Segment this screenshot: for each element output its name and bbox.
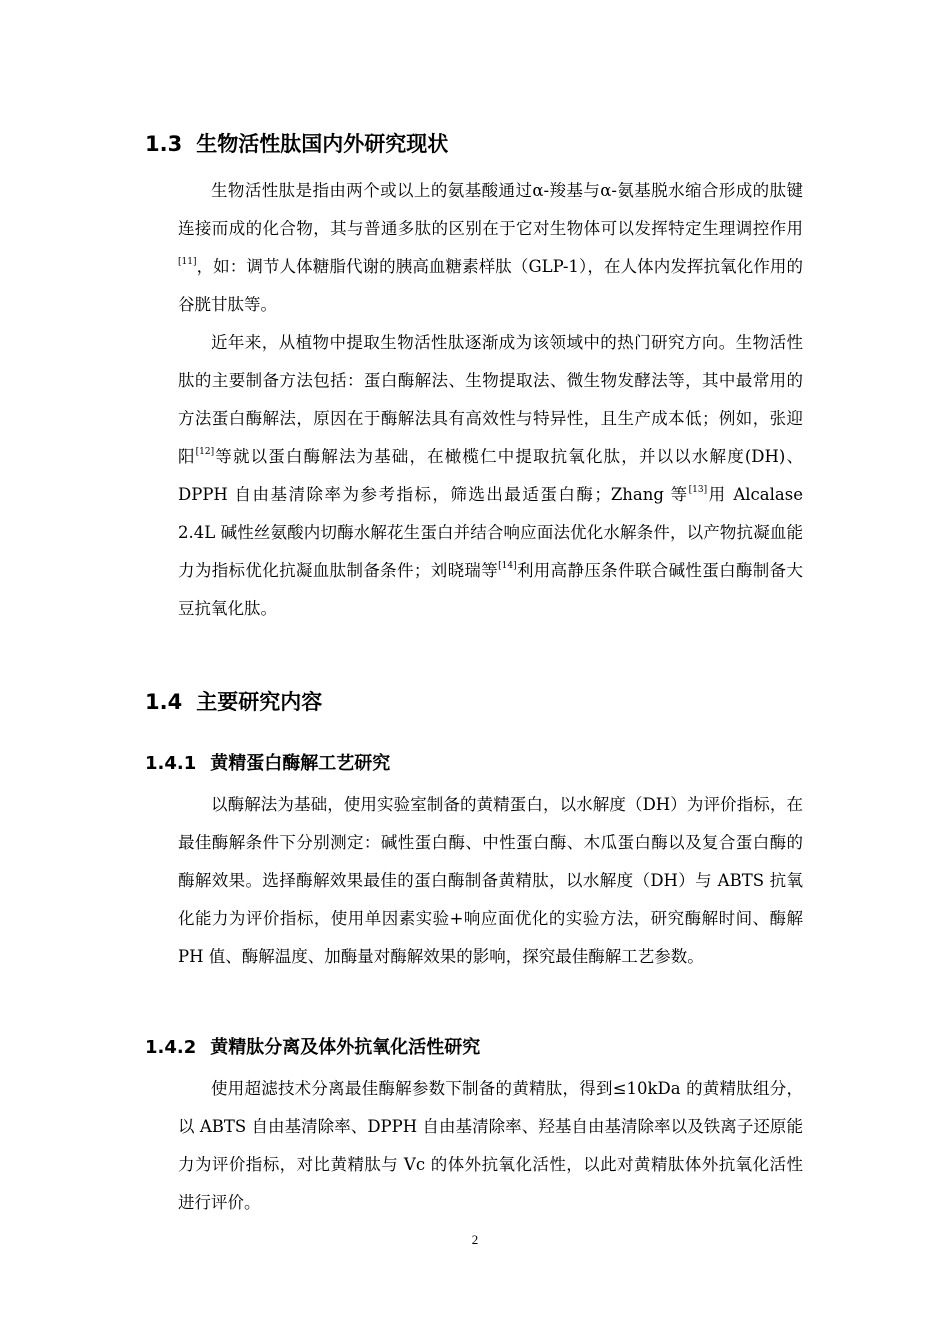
section-number: 1.4.1 xyxy=(145,753,197,774)
citation: [12] xyxy=(195,447,215,457)
paragraph-text: 生物活性肽是指由两个或以上的氨基酸通过α-羧基与α-氨基脱水缩合形成的肽键连接而成的化合物，其与普通多肽的区别在于它对生物体可以发挥特定生理调控作用 xyxy=(178,181,803,238)
citation: [13] xyxy=(688,485,708,495)
section-heading-1-3 xyxy=(145,128,448,158)
section-title: 黄精肽分离及体外抗氧化活性研究 xyxy=(210,1037,481,1058)
section-title: 生物活性肽国内外研究现状 xyxy=(196,132,449,156)
page-number: 2 xyxy=(471,1232,479,1247)
paragraph-preparation-methods xyxy=(178,324,803,628)
subsection-heading-1-4-1 xyxy=(145,749,390,775)
paragraph-text: 等就以蛋白酶解法为基础，在橄榄仁中提取抗氧化肽，并以以水解度(DH)、DPPH 自由基清除率为参考指标，筛选出最适蛋白酶；Zhang 等 xyxy=(178,447,803,504)
paragraph-text: 利用高静压条件联合碱性蛋白酶制备大豆抗氧化肽。 xyxy=(178,561,804,618)
section-number: 1.3 xyxy=(145,132,183,156)
section-title: 主要研究内容 xyxy=(196,690,323,714)
paragraph-text: 近年来，从植物中提取生物活性肽逐渐成为该领域中的热门研究方向。生物活性肽的主要制备方法包括：蛋白酶解法、生物提取法、微生物发酵法等，其中最常用的方法蛋白酶解法，原因在于酶解法具有高效性与特异性，且生产成本低；例如，张迎阳 xyxy=(178,333,803,466)
paragraph-antioxidant-study: 使用超滤技术分离最佳酶解参数下制备的黄精肽，得到≤10kDa 的黄精肽组分，以 ABTS 自由基清除率、DPPH 自由基清除率、羟基自由基清除率以及铁离子还原能力为评价指标，对比黄精肽与 Vc 的体外抗氧化活性，以此对黄精肽体外抗氧化活性进行评价。 xyxy=(178,1079,803,1212)
section-title: 黄精蛋白酶解工艺研究 xyxy=(210,753,391,774)
section-number: 1.4.2 xyxy=(145,1037,197,1058)
citation: [11] xyxy=(178,257,197,267)
section-heading-1-4 xyxy=(145,686,322,716)
subsection-heading-1-4-2 xyxy=(145,1033,480,1059)
paragraph-bioactive-peptide-definition xyxy=(178,172,803,324)
paragraph-text: 用 Alcalase 2.4L 碱性丝氨酸内切酶水解花生蛋白并结合响应面法优化水解条件，以产物抗凝血能力为指标优化抗凝血肽制备条件；刘晓瑞等 xyxy=(178,485,803,580)
paragraph-text: ，如：调节人体糖脂代谢的胰高血糖素样肽（GLP-1），在人体内发挥抗氧化作用的谷胱甘肽等。 xyxy=(178,257,803,314)
citation: [14] xyxy=(498,561,517,571)
section-number: 1.4 xyxy=(145,690,183,714)
paragraph-enzymolysis-study: 以酶解法为基础，使用实验室制备的黄精蛋白，以水解度（DH）为评价指标，在最佳酶解条件下分别测定：碱性蛋白酶、中性蛋白酶、木瓜蛋白酶以及复合蛋白酶的酶解效果。选择酶解效果最佳的蛋白酶制备黄精肽，以水解度（DH）与 ABTS 抗氧化能力为评价指标，使用单因素实验+响应面优化的实验方法，研究酶解时间、酶解 PH 值、酶解温度、加酶量对酶解效果的影响，探究最佳酶解工艺参数。 xyxy=(178,795,803,966)
